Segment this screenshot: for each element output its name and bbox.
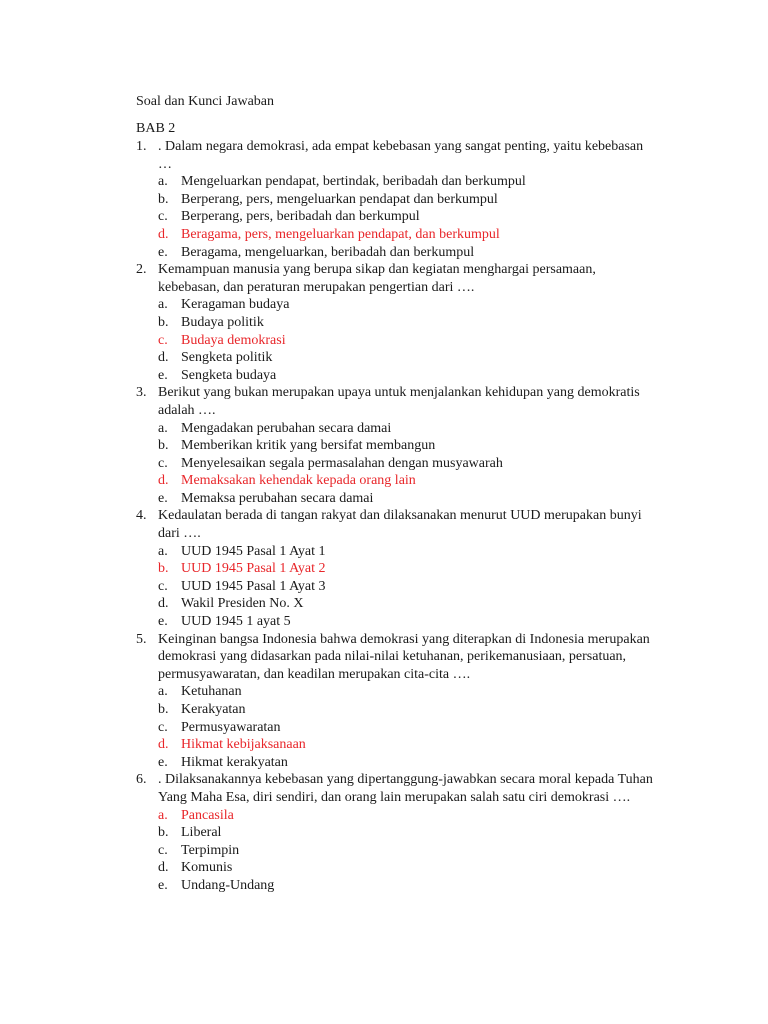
option-text: Beragama, pers, mengeluarkan pendapat, dan berkumpul	[181, 226, 500, 242]
option-letter: d.	[158, 596, 169, 612]
question-number: 2.	[136, 262, 147, 278]
option-text: Permusyawaratan	[181, 719, 281, 735]
option-letter: e.	[158, 367, 168, 383]
option-text: Liberal	[181, 825, 222, 841]
question-6	[136, 771, 656, 894]
question-list	[136, 138, 656, 895]
question-number: 6.	[136, 772, 147, 788]
question-4	[136, 507, 656, 630]
option-text: Ketuhanan	[181, 684, 242, 700]
option-letter: e.	[158, 614, 168, 630]
option-text: Mengadakan perubahan secara damai	[181, 420, 392, 436]
answer-option	[136, 296, 656, 314]
option-letter: e.	[158, 877, 168, 893]
answer-option	[136, 877, 656, 895]
option-letter: b.	[158, 561, 169, 577]
answer-option	[136, 842, 656, 860]
option-letter: b.	[158, 438, 169, 454]
answer-option	[136, 490, 656, 508]
answer-option	[136, 437, 656, 455]
question-number: 1.	[136, 139, 147, 154]
question-number: 5.	[136, 631, 147, 647]
answer-option	[136, 595, 656, 613]
answer-option	[136, 244, 656, 262]
answer-option	[136, 173, 656, 191]
option-text: Berperang, pers, mengeluarkan pendapat dan berkumpul	[181, 191, 498, 207]
option-letter: d.	[158, 860, 169, 876]
option-letter: d.	[158, 226, 169, 242]
answer-option-correct	[136, 807, 656, 825]
question-text: . Dilaksanakannya kebebasan yang dipertanggung-jawabkan secara moral kepada Tuhan Yang Maha Esa, diri sendiri, dan orang lain merupakan salah satu ciri demokrasi ….	[158, 772, 653, 805]
option-list	[136, 683, 656, 771]
option-list	[136, 173, 656, 261]
question-1	[136, 138, 656, 261]
option-text: Budaya politik	[181, 314, 264, 330]
option-letter: a.	[158, 297, 168, 313]
option-letter: d.	[158, 350, 169, 366]
question-number: 4.	[136, 508, 147, 524]
question-3	[136, 384, 656, 507]
option-letter: c.	[158, 842, 168, 858]
option-text: Terpimpin	[181, 842, 240, 858]
option-text: Kerakyatan	[181, 702, 246, 717]
option-letter: a.	[158, 807, 168, 823]
answer-option	[136, 578, 656, 596]
option-text: Keragaman budaya	[181, 297, 290, 313]
answer-option	[136, 683, 656, 701]
answer-option-correct	[136, 332, 656, 350]
option-text: UUD 1945 Pasal 1 Ayat 1	[181, 543, 326, 559]
option-letter: d.	[158, 737, 169, 753]
option-letter: c.	[158, 209, 168, 225]
chapter-heading: BAB 2	[136, 121, 176, 136]
answer-option-correct	[136, 736, 656, 754]
question-text: Kedaulatan berada di tangan rakyat dan dilaksanakan menurut UUD merupakan bunyi dari ….	[158, 508, 642, 542]
answer-option	[136, 824, 656, 842]
answer-option	[136, 349, 656, 367]
answer-option	[136, 701, 656, 719]
answer-option	[136, 208, 656, 226]
option-letter: b.	[158, 191, 169, 207]
answer-option	[136, 191, 656, 209]
option-letter: d.	[158, 473, 169, 489]
option-text: Pancasila	[181, 807, 234, 823]
option-letter: c.	[158, 332, 168, 348]
question-number: 3.	[136, 385, 147, 401]
answer-option	[136, 455, 656, 473]
option-letter: a.	[158, 174, 168, 190]
answer-option-correct	[136, 226, 656, 244]
answer-option	[136, 719, 656, 737]
answer-option-correct	[136, 472, 656, 490]
option-text: UUD 1945 Pasal 1 Ayat 3	[181, 578, 326, 594]
option-text: Berperang, pers, beribadah dan berkumpul	[181, 209, 420, 225]
option-list	[136, 420, 656, 508]
option-text: Undang-Undang	[181, 877, 275, 893]
option-letter: e.	[158, 244, 168, 260]
answer-option	[136, 314, 656, 332]
option-text: Komunis	[181, 860, 233, 876]
option-text: Wakil Presiden No. X	[181, 596, 304, 612]
answer-option	[136, 859, 656, 877]
option-text: Sengketa politik	[181, 350, 273, 366]
option-text: Hikmat kebijaksanaan	[181, 737, 306, 753]
option-text: Beragama, mengeluarkan, beribadah dan berkumpul	[181, 244, 475, 260]
question-text: . Dalam negara demokrasi, ada empat kebebasan yang sangat penting, yaitu kebebasan …	[158, 139, 644, 172]
question-text: Berikut yang bukan merupakan upaya untuk menjalankan kehidupan yang demokratis adalah ….	[158, 385, 640, 418]
option-list	[136, 543, 656, 631]
option-text: Budaya demokrasi	[181, 332, 286, 348]
option-letter: c.	[158, 719, 168, 735]
question-2	[136, 261, 656, 384]
option-list	[136, 807, 656, 895]
option-letter: a.	[158, 420, 168, 436]
option-list	[136, 296, 656, 384]
option-text: Memberikan kritik yang bersifat membangun	[181, 438, 436, 454]
answer-option	[136, 420, 656, 438]
option-letter: b.	[158, 702, 169, 717]
option-letter: a.	[158, 543, 168, 559]
option-text: UUD 1945 Pasal 1 Ayat 2	[181, 561, 326, 577]
question-text: Kemampuan manusia yang berupa sikap dan kegiatan menghargai persamaan, kebebasan, dan peraturan merupakan pengertian dari ….	[158, 262, 596, 295]
answer-option	[136, 613, 656, 631]
option-letter: a.	[158, 684, 168, 700]
option-text: Menyelesaikan segala permasalahan dengan musyawarah	[181, 455, 503, 471]
option-text: Memaksa perubahan secara damai	[181, 490, 374, 506]
option-letter: c.	[158, 578, 168, 594]
answer-option	[136, 754, 656, 772]
option-letter: b.	[158, 314, 169, 330]
question-text: Keinginan bangsa Indonesia bahwa demokrasi yang diterapkan di Indonesia merupakan demokrasi yang didasarkan pada nilai-nilai ketuhanan, perikemanusiaan, persatuan, permusyawaratan, dan keadilan merupakan cita-cita ….	[158, 631, 650, 682]
answer-option	[136, 543, 656, 561]
option-letter: b.	[158, 825, 169, 841]
option-text: Memaksakan kehendak kepada orang lain	[181, 473, 416, 489]
option-text: Sengketa budaya	[181, 367, 277, 383]
option-letter: c.	[158, 455, 168, 471]
question-5	[136, 631, 656, 772]
answer-option-correct	[136, 560, 656, 578]
option-text: Hikmat kerakyatan	[181, 754, 288, 770]
option-letter: e.	[158, 490, 168, 506]
option-text: UUD 1945 1 ayat 5	[181, 614, 291, 630]
option-text: Mengeluarkan pendapat, bertindak, beribadah dan berkumpul	[181, 174, 526, 190]
answer-option	[136, 367, 656, 385]
option-letter: e.	[158, 754, 168, 770]
document-title: Soal dan Kunci Jawaban	[136, 94, 275, 109]
